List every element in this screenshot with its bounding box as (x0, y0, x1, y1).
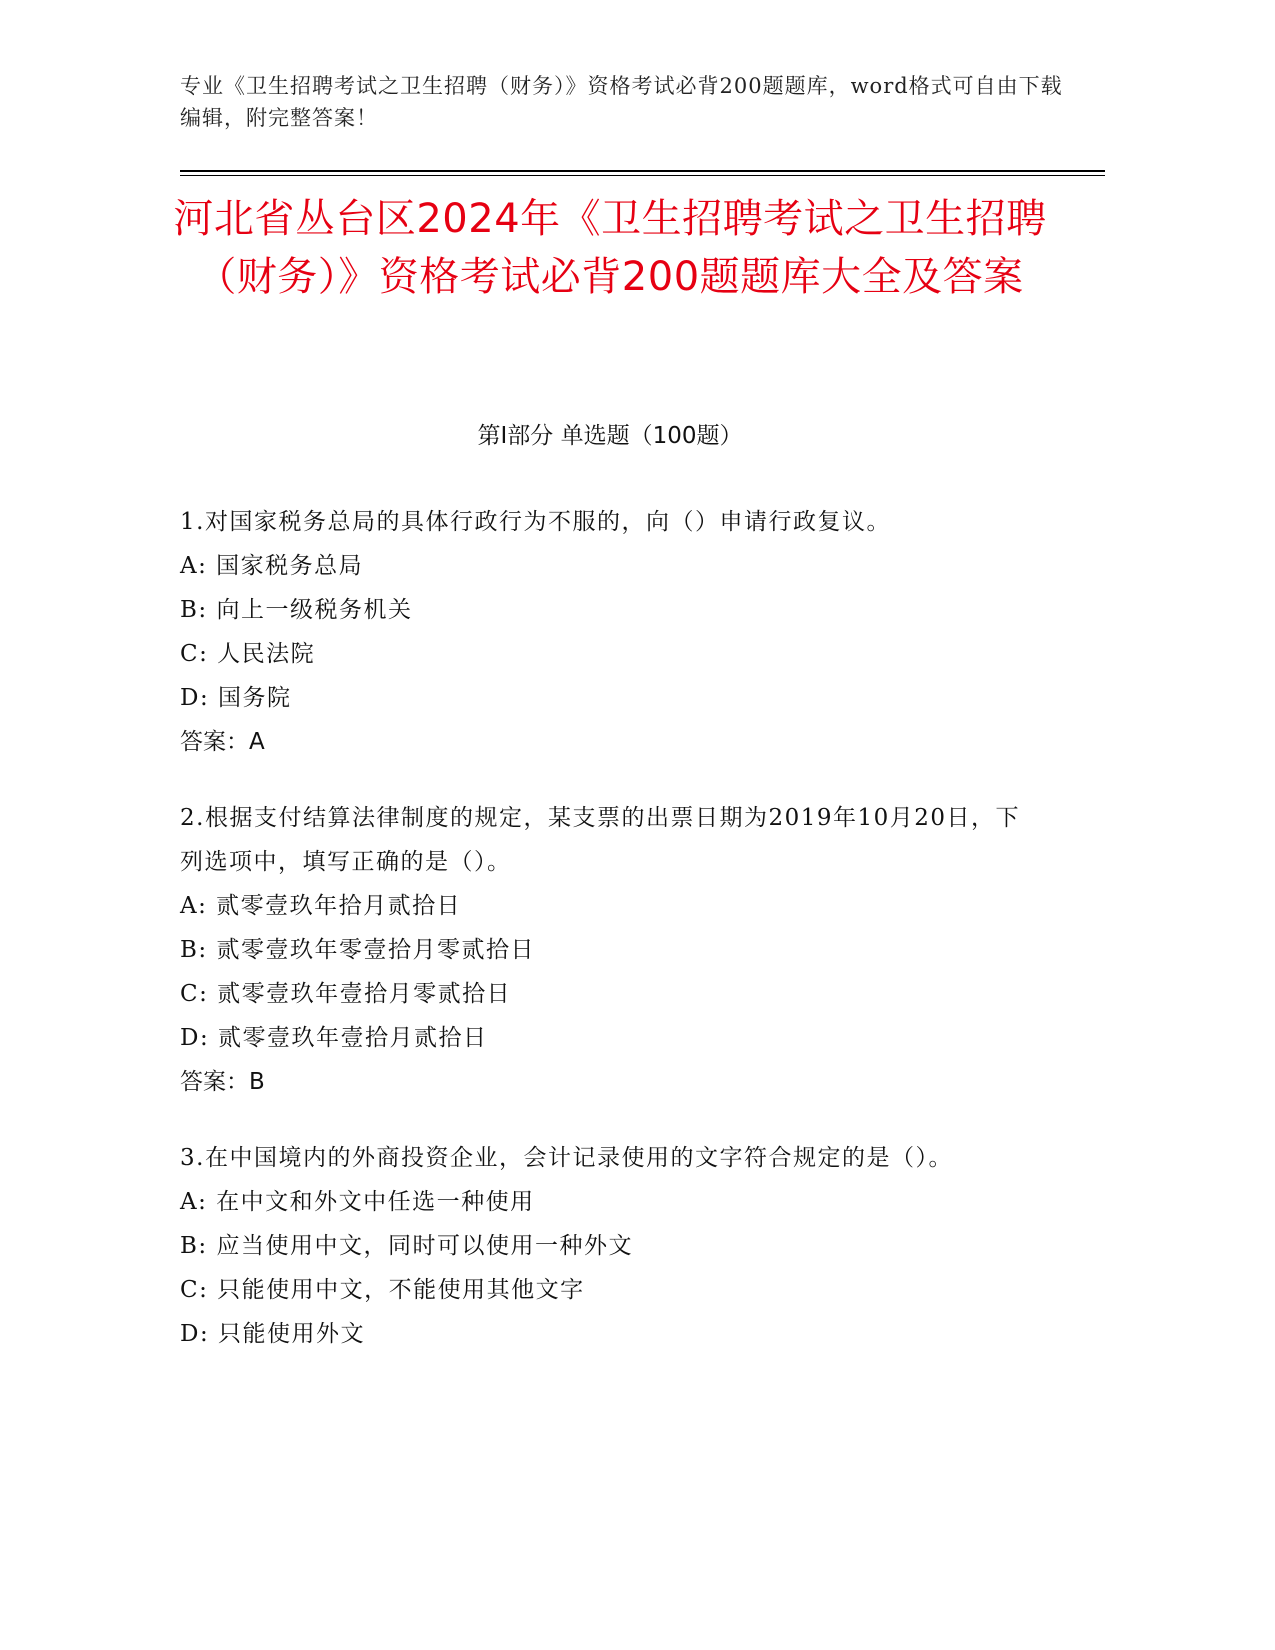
option-d: D: 国务院 (180, 685, 292, 711)
option-b: B: 向上一级税务机关 (180, 597, 413, 623)
option-a: A: 在中文和外文中任选一种使用 (180, 1189, 535, 1215)
option-a: A: 贰零壹玖年拾月贰拾日 (180, 893, 462, 919)
option-a: A: 国家税务总局 (180, 553, 364, 579)
option-d: D: 贰零壹玖年壹拾月贰拾日 (180, 1025, 488, 1051)
question-2 (180, 796, 1030, 1104)
question-3 (180, 1136, 1030, 1356)
option-b: B: 应当使用中文，同时可以使用一种外文 (180, 1233, 633, 1259)
header-divider-thick (180, 170, 1105, 172)
header-note: 专业《卫生招聘考试之卫生招聘（财务）》资格考试必背200题题库，word格式可自由下载编辑，附完整答案！ (180, 74, 1063, 130)
option-b: B: 贰零壹玖年零壹拾月零贰拾日 (180, 937, 535, 963)
option-c: C: 贰零壹玖年壹拾月零贰拾日 (180, 981, 512, 1007)
question-stem: 1.对国家税务总局的具体行政行为不服的，向（）申请行政复议。 (180, 509, 891, 535)
option-c: C: 只能使用中文，不能使用其他文字 (180, 1277, 585, 1303)
question-list (180, 500, 1030, 1388)
answer-line: 答案：A (180, 729, 265, 755)
option-d: D: 只能使用外文 (180, 1321, 366, 1347)
question-1 (180, 500, 1030, 764)
answer-line: 答案：B (180, 1069, 265, 1095)
section-title: 第Ⅰ部分 单选题（100题） (477, 423, 743, 449)
header-divider-thin (180, 175, 1105, 176)
document-title: 河北省丛台区2024年《卫生招聘考试之卫生招聘（财务）》资格考试必背200题题库大全及答案 (173, 196, 1047, 300)
question-stem: 2.根据支付结算法律制度的规定，某支票的出票日期为2019年10月20日，下列选项中，填写正确的是（）。 (180, 805, 1021, 875)
option-c: C: 人民法院 (180, 641, 316, 667)
question-stem: 3.在中国境内的外商投资企业，会计记录使用的文字符合规定的是（）。 (180, 1145, 953, 1171)
